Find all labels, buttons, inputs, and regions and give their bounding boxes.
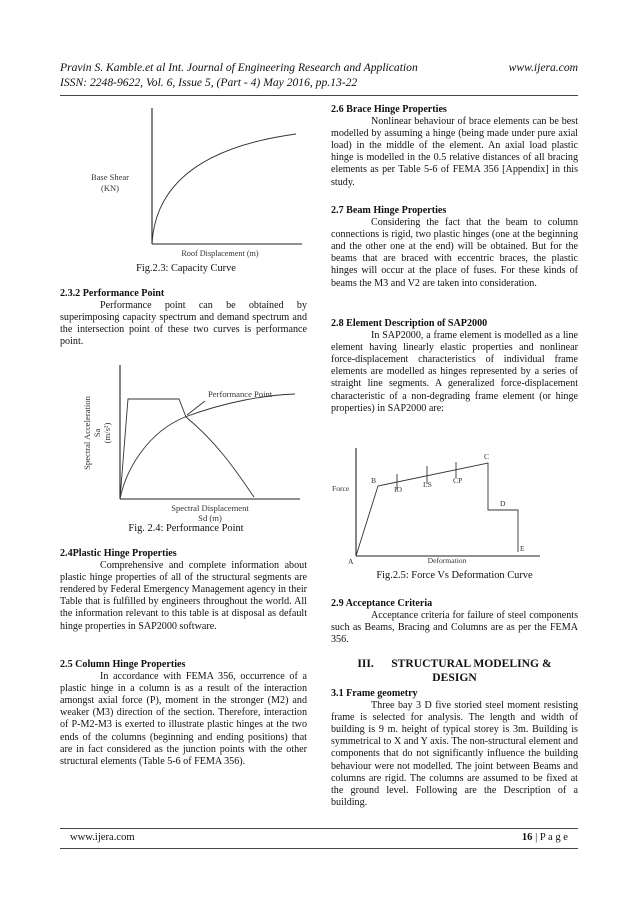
page-label: | P a g e <box>535 832 568 843</box>
section-element-description <box>331 318 578 415</box>
capacity-curve-figure <box>60 98 312 260</box>
paragraph: Acceptance criteria for failure of steel components such as Beams, Bracing and Columns are as per the FEMA 356. <box>331 610 578 646</box>
footer-rule-top <box>60 828 578 829</box>
ls-label: LS <box>423 480 432 489</box>
point-e-label: E <box>520 544 525 553</box>
header-rule <box>60 95 578 96</box>
page-number <box>522 832 568 843</box>
capacity-spectrum-curve <box>120 394 295 499</box>
cp-label: CP <box>453 476 463 485</box>
section-heading: 2.8 Element Description of SAP2000 <box>331 318 488 329</box>
figure-caption: Fig.2.3: Capacity Curve <box>136 263 236 274</box>
section-heading: 2.7 Beam Hinge Properties <box>331 205 447 216</box>
header-url[interactable]: www.ijera.com <box>508 61 578 74</box>
paragraph: Performance point can be obtained by superimposing capacity spectrum and demand spectrum and the intersection point of these two curves is performance point. <box>60 300 307 348</box>
point-b-label: B <box>371 476 377 485</box>
section-heading: 2.6 Brace Hinge Properties <box>331 104 447 115</box>
y-axis-unit: (KN) <box>101 183 119 193</box>
subsection-heading: 3.1 Frame geometry <box>331 688 418 699</box>
section-plastic-hinge <box>60 548 307 633</box>
y-axis-label: Spectral Acceleration <box>82 396 92 470</box>
paragraph: Nonlinear behaviour of brace elements can be best modelled by assuming a hinge (being made under pure axial load) in the middle of the element. An axial load plastic hinge is modelled in the 0.5 relative distances of all bracing elements as per Table 5-6 of FEMA 356 [Appendix] in this study. <box>331 116 578 188</box>
paragraph: Comprehensive and complete information about plastic hinge properties of all of the structural segments are rendered by Federal Emergency Management agency in their Table that is fulfilled by engineers throughout the world. All the information relevant to this table is at disposal as default hinge properties in SAP2000 software. <box>60 560 307 632</box>
paragraph: Three bay 3 D five storied steel moment resisting frame is selected for analysis. The length and width of building is 9 m. height of typical storey is 3m. Building is symmetrical to X and Y axis. The non-structural element and components that do not significantly influence the building behaviour were not modelled. The joint between Beams and columns are rigid. The columns are assumed to be fixed at the ground level. Following are the Description of a building. <box>331 700 578 808</box>
page-number-value: 16 <box>521 832 533 843</box>
y-axis-unit: (m/s²) <box>102 422 112 444</box>
x-axis-label: Roof Displacement (m) <box>181 249 259 258</box>
x-axis-label: Deformation <box>427 556 467 565</box>
point-a-label: A <box>348 557 354 566</box>
point-d-label: D <box>500 499 506 508</box>
section-heading: 2.3.2 Performance Point <box>60 288 165 299</box>
section-column-hinge <box>60 659 307 768</box>
section-heading: 2.4Plastic Hinge Properties <box>60 548 177 559</box>
performance-point-figure <box>60 357 312 527</box>
section-acceptance-criteria <box>331 598 578 646</box>
point-c-label: C <box>484 452 490 461</box>
demand-spectrum-curve <box>120 399 254 499</box>
backbone-curve <box>356 463 518 556</box>
issn-line: ISSN: 2248-9622, Vol. 6, Issue 5, (Part - 4) May 2016, pp.13-22 <box>60 76 358 89</box>
y-axis-label: Force <box>332 484 350 493</box>
footer-rule-bottom <box>60 848 578 849</box>
section-frame-geometry <box>331 688 578 809</box>
capacity-curve <box>152 134 296 244</box>
journal-citation: Pravin S. Kamble.et al Int. Journal of Engineering Research and Application <box>60 61 418 74</box>
x-axis-label: Spectral Displacement <box>171 503 249 513</box>
section-performance-point <box>60 288 307 348</box>
io-label: IO <box>394 485 403 494</box>
section-brace-hinge <box>331 104 578 189</box>
x-axis-unit: Sd (m) <box>198 513 222 523</box>
paragraph: In SAP2000, a frame element is modelled as a line element having linearly elastic properties and nonlinear force-displacement characteristics of individual frame elements are modelled as hinges represented by a series of straight line segments. A generalized force-displacement characteristic of a non-degrading frame element (or hinge properties) in SAP2000 are: <box>331 330 578 414</box>
chapter-heading: III. STRUCTURAL MODELING & DESIGN <box>357 657 555 684</box>
section-heading: 2.5 Column Hinge Properties <box>60 659 186 670</box>
figure-caption: Fig.2.5: Force Vs Deformation Curve <box>376 570 533 581</box>
section-heading: 2.9 Acceptance Criteria <box>331 598 433 609</box>
force-deformation-figure <box>328 440 580 568</box>
footer-url[interactable]: www.ijera.com <box>70 832 135 843</box>
performance-point-label: Performance Point <box>208 389 273 399</box>
section-beam-hinge <box>331 205 578 290</box>
paragraph: Considering the fact that the beam to column connections is rigid, two plastic hinges (one at the beginning and the other one at the end) will be obtained. But for the beams that are braced with eccentric braces, the plastic hinges will occur at the place of fuses. For these kinds of beams the M3 and V2 are taken into consideration. <box>331 217 578 289</box>
y-axis-symbol: Sa <box>92 428 102 438</box>
y-axis-label: Base Shear <box>90 172 130 182</box>
figure-caption: Fig. 2.4: Performance Point <box>128 523 244 534</box>
paragraph: In accordance with FEMA 356, occurrence of a plastic hinge in a column is as a result of the interaction amongst axial force (P), moment in the stronger (M2) and weaker (M3) direction of the section. Therefore, interaction of P-M2-M3 is exerted to illustrate plastic hinges at the two ends of the columns (beginning and ending positions) that are in fact considered as the junction points with the other structural elements (Table 5-6 of FEMA 356). <box>60 671 307 767</box>
